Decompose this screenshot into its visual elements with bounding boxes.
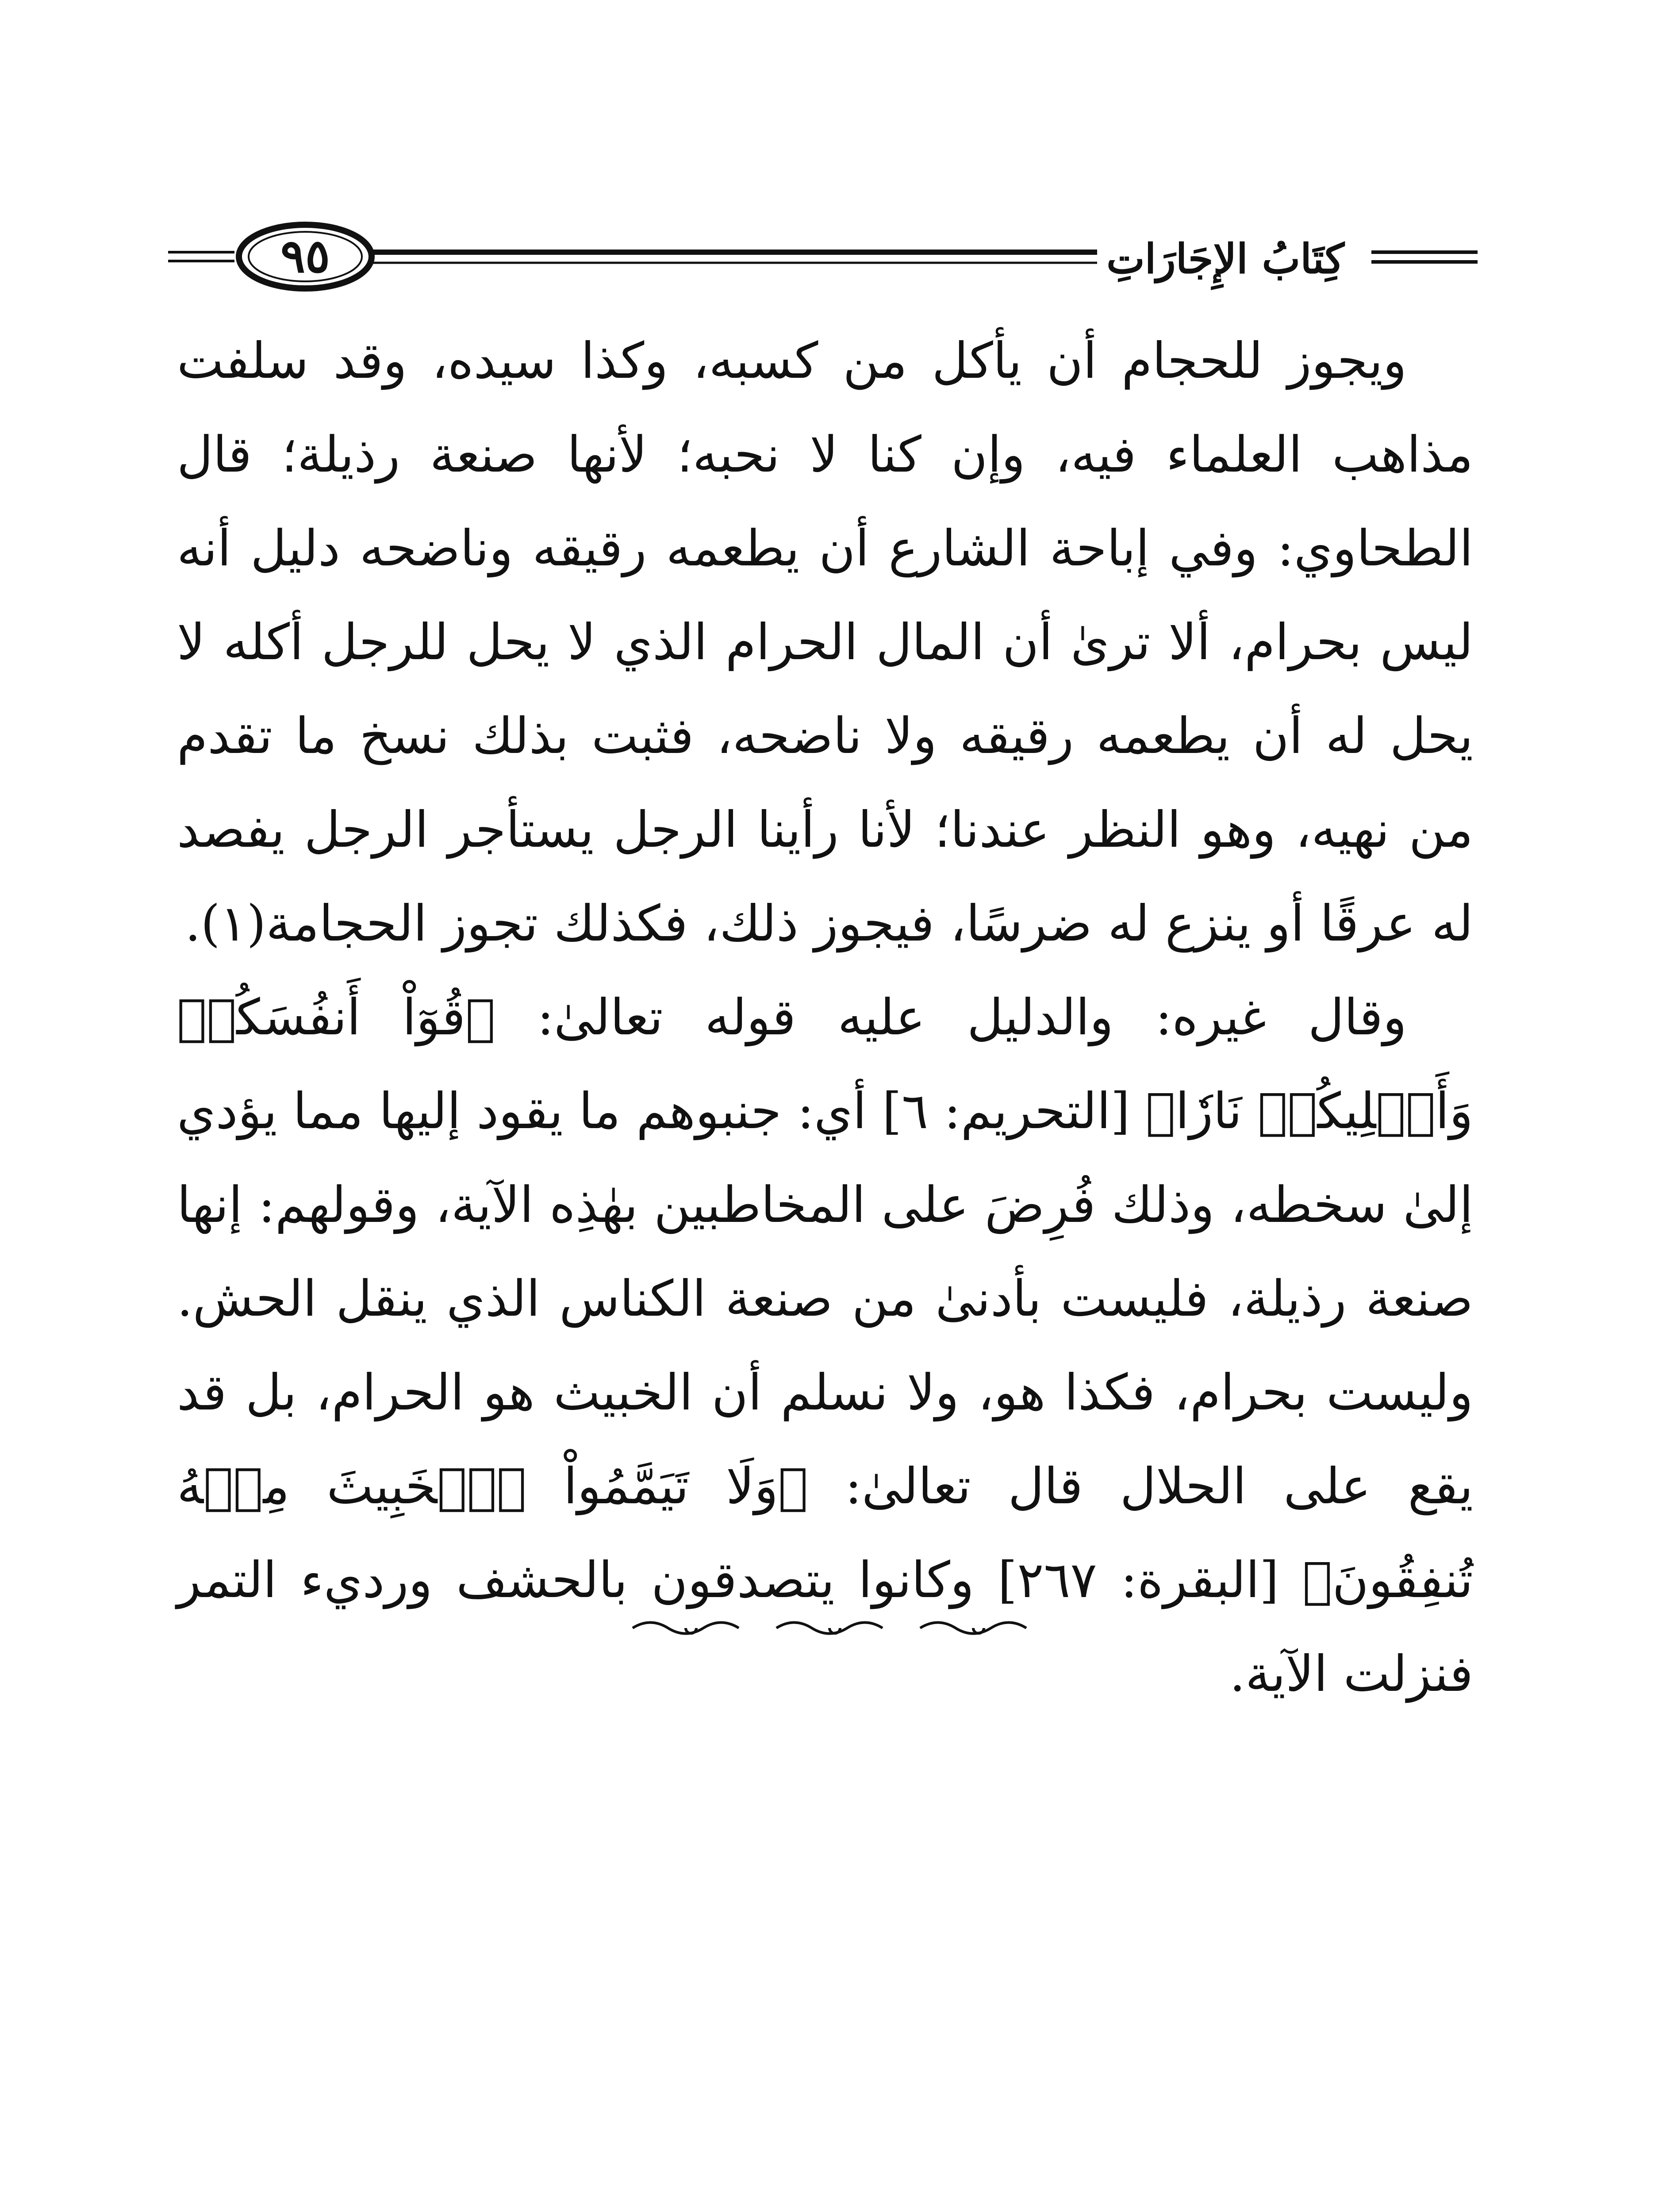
paragraph: ويجوز للحجام أن يأكل من كسبه، وكذا سيده، وقد سلفت مذاهب العلماء فيه، وإن كنا لا نحبه؛ لأنها صنعة رذيلة؛ قال الطحاوي: وفي إباحة الشارع أن يطعمه رقيقه وناضحه دليل أنه ليس بحرام، ألا ترىٰ أن المال الحرام الذي لا يحل للرجل أكله لا يحل له أن يطعمه رقيقه ولا ناضحه، فثبت بذلك نسخ ما تقدم من نهيه، وهو النظر عندنا؛ لأنا رأينا الرجل يستأجر الرجل يفصد له عرقًا أو ينزع له ضرسًا، فيجوز ذلك، فكذلك تجوز الحجامة(١). xyxy=(177,332,1473,952)
paragraph: وقال غيره: والدليل عليه قوله تعالىٰ: ﴿قُوٓاْ أَنفُسَكُمۡ وَأَهۡلِيكُمۡ نَارٗا﴾ [التحريم: ٦] أي: جنبوهم ما يقود إليها مما يؤدي إلىٰ سخطه، وذلك فُرِضَ على المخاطبين بهٰذِه الآية، وقولهم: إنها صنعة رذيلة، فليست بأدنىٰ من صنعة الكناس الذي ينقل الحش. وليست بحرام، فكذا هو، ولا نسلم أن الخبيث هو الحرام، بل قد يقع على الحلال قال تعالىٰ: ﴿وَلَا تَيَمَّمُواْ ٱلۡخَبِيثَ مِنۡهُ تُنفِقُونَ﴾ [البقرة: ٢٦٧] وكانوا يتصدقون بالحشف ورديء التمر فنزلت الآية. xyxy=(177,989,1473,1703)
main-text xyxy=(177,314,1473,1721)
page-number: ٩٥ xyxy=(280,229,330,283)
page-header xyxy=(168,208,1478,310)
running-head-title: كِتَابُ الإِجَارَاتِ xyxy=(1102,232,1349,285)
section-end-ornament xyxy=(624,1615,1044,1641)
